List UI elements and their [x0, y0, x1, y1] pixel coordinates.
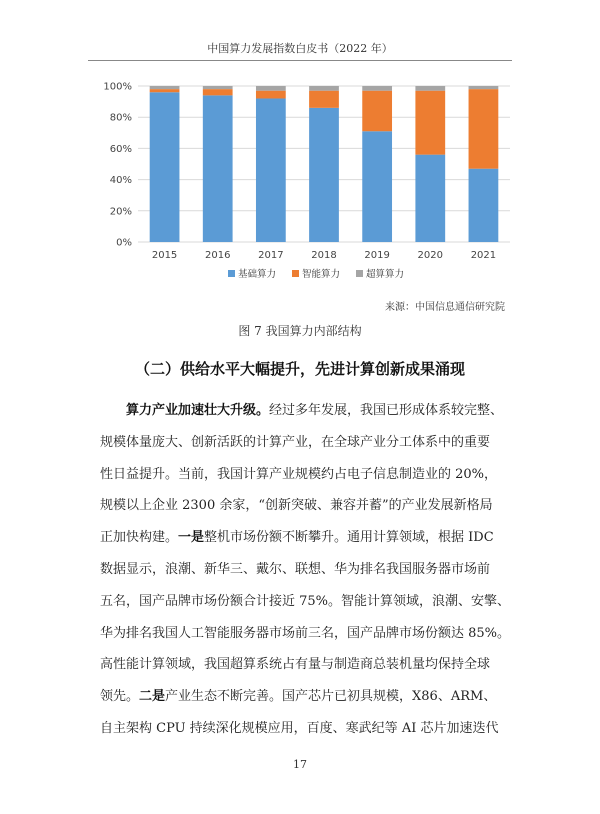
- bar-segment: [469, 86, 499, 89]
- body-line: [100, 395, 512, 427]
- bar-segment: [469, 89, 499, 169]
- bar-segment: [256, 86, 286, 91]
- bar-segment: [150, 92, 180, 242]
- bar-segment: [415, 155, 445, 242]
- y-tick-label: 60%: [109, 143, 132, 155]
- bar-segment: [256, 98, 286, 242]
- y-tick-label: 0%: [116, 237, 132, 249]
- bar-segment: [415, 86, 445, 91]
- header-rule: [88, 60, 512, 61]
- bar-segment: [203, 95, 233, 242]
- x-tick-label: 2017: [258, 250, 284, 261]
- lead-phrase: 算力产业加速壮大升级。: [126, 403, 270, 418]
- bar-segment: [150, 89, 180, 92]
- bar-segment: [309, 91, 339, 108]
- figure-source: 来源：中国信息通信研究院: [385, 302, 505, 313]
- bar-segment: [415, 91, 445, 155]
- body-text-span: 产业生态不断完善。国产芯片已初具规模，X86、ARM、: [165, 689, 497, 705]
- x-tick-label: 2020: [417, 250, 444, 261]
- legend-label: 基础算力: [238, 269, 277, 280]
- body-text-span: 整机市场份额不断攀升。通用计算领域，根据 IDC: [204, 530, 494, 546]
- body-text-span: 经过多年发展，我国已形成体系较完整、: [269, 403, 504, 418]
- bar-segment: [150, 86, 180, 89]
- enum-marker: 一是: [178, 530, 205, 546]
- body-line: [100, 681, 512, 713]
- bar-segment: [203, 86, 233, 89]
- x-tick-label: 2016: [204, 250, 231, 261]
- bar-segment: [362, 86, 392, 91]
- x-tick-label: 2018: [311, 250, 337, 261]
- body-line: 自主架构 CPU 持续深化规模应用，百度、寒武纪等 AI 芯片加速迭代: [100, 720, 499, 736]
- body-paragraph: [100, 395, 512, 745]
- bar-segment: [256, 91, 286, 99]
- legend-label: 智能算力: [302, 269, 341, 280]
- body-line: 数据显示，浪潮、新华三、戴尔、联想、华为排名我国服务器市场前: [100, 561, 491, 577]
- body-line: 规模体量庞大、创新活跃的计算产业，在全球产业分工体系中的重要: [100, 434, 491, 450]
- bar-segment: [362, 91, 392, 132]
- y-tick-label: 80%: [109, 112, 132, 124]
- legend-label: 超算算力: [366, 269, 405, 280]
- body-line: 五名，国产品牌市场份额合计接近 75%。智能计算领域，浪潮、安擎、: [100, 593, 511, 609]
- bar-segment: [362, 131, 392, 242]
- x-tick-label: 2019: [364, 250, 390, 261]
- section-heading: （二）供给水平大幅提升，先进计算创新成果涌现: [134, 360, 465, 378]
- y-tick-label: 20%: [109, 206, 132, 218]
- body-line: 规模以上企业 2300 余家，“创新突破、兼容并蓄”的产业发展新格局: [100, 498, 493, 514]
- bar-segment: [203, 89, 233, 95]
- legend-swatch: [228, 270, 235, 277]
- y-tick-label: 100%: [103, 81, 132, 93]
- y-tick-label: 40%: [109, 175, 132, 187]
- enum-marker: 二是: [139, 689, 166, 705]
- body-line: 性日益提升。当前，我国计算产业规模约占电子信息制造业的 20%，: [100, 466, 498, 482]
- bar-segment: [469, 169, 499, 242]
- page-number: 17: [293, 758, 307, 771]
- body-line: [100, 522, 512, 554]
- chart-svg: [90, 72, 520, 304]
- x-tick-label: 2015: [151, 250, 178, 261]
- bar-segment: [309, 108, 339, 242]
- x-tick-label: 2021: [470, 250, 497, 261]
- body-line: 华为排名我国人工智能服务器市场前三名，国产品牌市场份额达 85%。: [100, 625, 511, 641]
- body-text-span: 正加快构建。: [100, 530, 179, 546]
- legend-swatch: [356, 270, 363, 277]
- stacked-bar-chart: [90, 72, 520, 304]
- page-header: 中国算力发展指数白皮书（2022 年）: [207, 42, 393, 55]
- legend-swatch: [292, 270, 299, 277]
- body-line: 高性能计算领域，我国超算系统占有量与制造商总装机量均保持全球: [100, 657, 491, 673]
- body-text-span: 领先。: [100, 689, 140, 705]
- figure-caption: 图 7 我国算力内部结构: [238, 324, 362, 338]
- bar-segment: [309, 86, 339, 91]
